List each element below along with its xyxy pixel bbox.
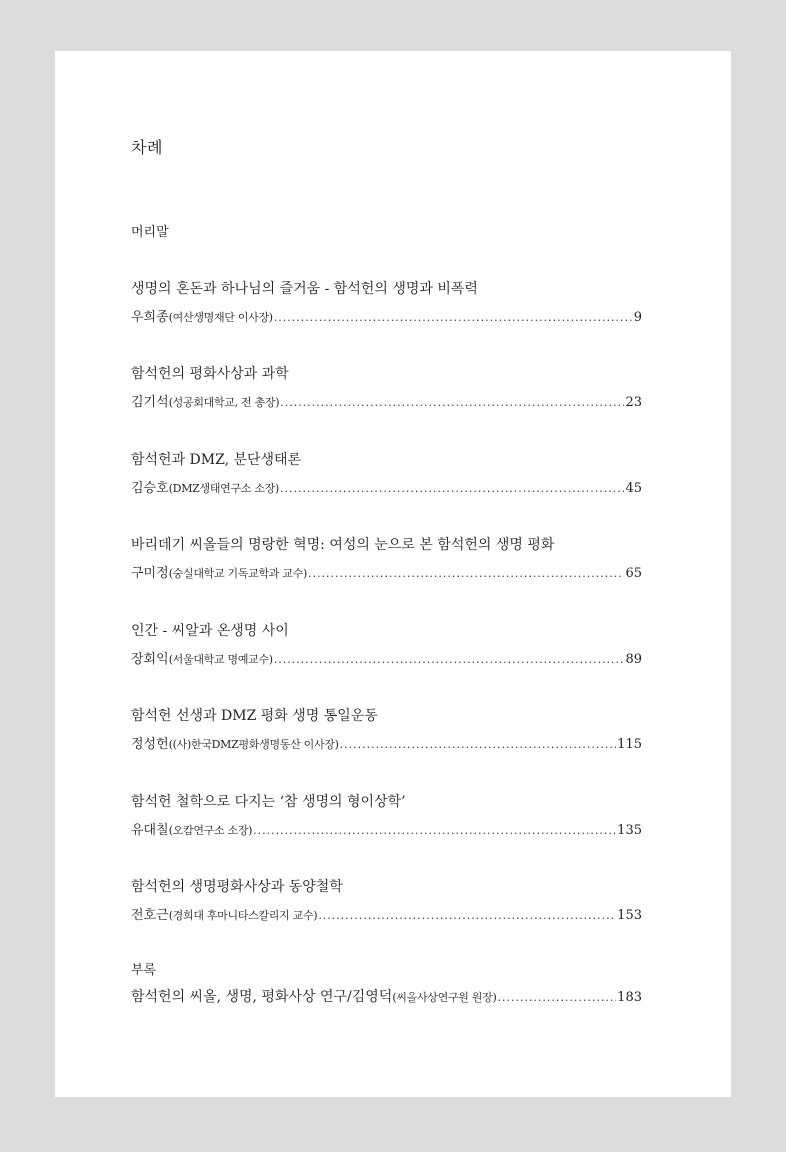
toc-entry xyxy=(131,279,642,327)
entry-affiliation: ((사)한국DMZ평화생명동산 이사장) xyxy=(168,738,339,751)
entry-author: 김기석 xyxy=(131,395,169,410)
entry-line xyxy=(131,309,642,327)
entry-affiliation: (숭실대학교 기독교학과 교수) xyxy=(168,567,307,580)
entry-line xyxy=(131,394,642,412)
entry-title: 인간 - 씨알과 온생명 사이 xyxy=(131,623,289,639)
dot-leader xyxy=(497,989,616,1007)
entry-affiliation: (서울대학교 명예교수) xyxy=(168,653,273,666)
entry-line xyxy=(131,651,642,669)
toc-entry xyxy=(131,450,642,498)
toc-title: 차례 xyxy=(131,138,163,157)
toc-entry xyxy=(131,621,642,669)
appendix-entry xyxy=(131,962,642,1007)
dot-leader xyxy=(253,822,616,840)
entry-line xyxy=(131,988,642,1007)
entry-line xyxy=(131,736,642,754)
dot-leader xyxy=(274,309,633,327)
entry-affiliation: (씨올사상연구원 원장) xyxy=(392,991,497,1004)
entry-page-number: 45 xyxy=(625,481,642,496)
entry-affiliation: (오캄연구소 소장) xyxy=(168,824,253,837)
entry-author: 정성헌 xyxy=(131,737,169,752)
toc-entry xyxy=(131,364,642,412)
dot-leader xyxy=(308,565,624,583)
entry-title: 함석헌의 평화사상과 과학 xyxy=(131,366,289,382)
entry-line xyxy=(131,907,642,925)
entry-title: 바리데기 씨올들의 명랑한 혁명: 여성의 눈으로 본 함석헌의 생명 평화 xyxy=(131,537,555,553)
toc-entry xyxy=(131,877,642,925)
document-page xyxy=(55,51,731,1097)
appendix-heading: 부록 xyxy=(131,963,157,978)
entry-author: 전호근 xyxy=(131,908,169,923)
entry-affiliation: (성공회대학교, 전 총장) xyxy=(168,396,280,409)
entry-page-number: 9 xyxy=(633,310,642,325)
appendix-title: 함석헌의 씨올, 생명, 평화사상 연구/김영덕 xyxy=(131,989,393,1005)
entry-author: 김승호 xyxy=(131,481,169,496)
entry-affiliation: (경희대 후마니타스칼리지 교수) xyxy=(168,909,318,922)
dot-leader xyxy=(280,480,624,498)
entry-affiliation: (DMZ생태연구소 소장) xyxy=(168,482,279,495)
dot-leader xyxy=(340,736,617,754)
entry-title: 함석헌의 생명평화사상과 동양철학 xyxy=(131,879,343,895)
entry-page-number: 183 xyxy=(617,990,642,1005)
entry-title: 함석헌 철학으로 다지는 ‘참 생명의 형이상학’ xyxy=(131,794,406,810)
toc-entry xyxy=(131,792,642,840)
entry-title: 생명의 혼돈과 하나님의 즐거움 - 함석헌의 생명과 비폭력 xyxy=(131,281,478,297)
preface-heading: 머리말 xyxy=(131,225,169,240)
toc-entry xyxy=(131,706,642,754)
entry-page-number: 65 xyxy=(625,566,642,581)
entry-title: 함석헌과 DMZ, 분단생태론 xyxy=(131,452,302,468)
entry-author: 우희종 xyxy=(131,310,169,325)
entry-page-number: 23 xyxy=(625,395,642,410)
dot-leader xyxy=(274,651,625,669)
entry-author: 장회익 xyxy=(131,652,169,667)
entry-line xyxy=(131,565,642,583)
entry-author: 유대칠 xyxy=(131,823,169,838)
entry-line xyxy=(131,822,642,840)
entry-title: 함석헌 선생과 DMZ 평화 생명 통일운동 xyxy=(131,708,378,724)
entry-affiliation: (여산생명재단 이사장) xyxy=(168,311,273,324)
entry-page-number: 89 xyxy=(625,652,642,667)
entry-page-number: 115 xyxy=(617,737,642,752)
entry-author: 구미정 xyxy=(131,566,169,581)
dot-leader xyxy=(280,394,624,412)
entry-line xyxy=(131,480,642,498)
toc-entry xyxy=(131,535,642,583)
entry-page-number: 153 xyxy=(617,908,642,923)
dot-leader xyxy=(318,907,616,925)
entry-page-number: 135 xyxy=(617,823,642,838)
